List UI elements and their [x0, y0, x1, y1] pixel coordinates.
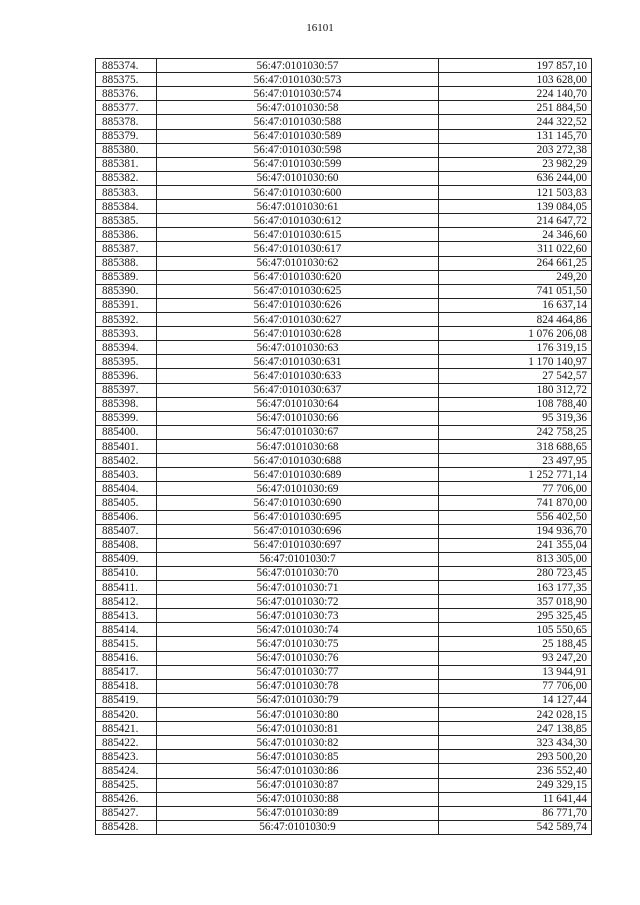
table-row — [96, 792, 592, 806]
table-row — [96, 256, 592, 270]
cadastral-number-cell: 56:47:0101030:615 — [157, 228, 439, 242]
cadastral-number-cell: 56:47:0101030:617 — [157, 242, 439, 256]
cadastral-number-cell: 56:47:0101030:58 — [157, 101, 439, 115]
cadastral-number-cell: 56:47:0101030:78 — [157, 679, 439, 693]
row-number-cell: 885374. — [96, 59, 157, 73]
cadastral-number-cell: 56:47:0101030:89 — [157, 806, 439, 820]
table-row — [96, 820, 592, 834]
row-number-cell: 885384. — [96, 200, 157, 214]
value-cell: 77 706,00 — [439, 482, 592, 496]
cadastral-number-cell: 56:47:0101030:80 — [157, 708, 439, 722]
row-number-cell: 885379. — [96, 129, 157, 143]
table-row — [96, 609, 592, 623]
row-number-cell: 885390. — [96, 284, 157, 298]
row-number-cell: 885414. — [96, 623, 157, 637]
value-cell: 318 688,65 — [439, 439, 592, 453]
value-cell: 293 500,20 — [439, 750, 592, 764]
value-cell: 236 552,40 — [439, 764, 592, 778]
cadastral-number-cell: 56:47:0101030:88 — [157, 792, 439, 806]
value-cell: 214 647,72 — [439, 214, 592, 228]
cadastral-number-cell: 56:47:0101030:598 — [157, 143, 439, 157]
cadastral-number-cell: 56:47:0101030:70 — [157, 566, 439, 580]
value-cell: 824 464,86 — [439, 312, 592, 326]
value-cell: 1 170 140,97 — [439, 355, 592, 369]
value-cell: 280 723,45 — [439, 566, 592, 580]
row-number-cell: 885411. — [96, 581, 157, 595]
value-cell: 86 771,70 — [439, 806, 592, 820]
value-cell: 16 637,14 — [439, 298, 592, 312]
row-number-cell: 885388. — [96, 256, 157, 270]
cadastral-number-cell: 56:47:0101030:689 — [157, 468, 439, 482]
table-row — [96, 369, 592, 383]
table-row — [96, 764, 592, 778]
row-number-cell: 885410. — [96, 566, 157, 580]
value-cell: 105 550,65 — [439, 623, 592, 637]
row-number-cell: 885383. — [96, 185, 157, 199]
cadastral-number-cell: 56:47:0101030:74 — [157, 623, 439, 637]
table-row — [96, 538, 592, 552]
cadastral-number-cell: 56:47:0101030:633 — [157, 369, 439, 383]
row-number-cell: 885428. — [96, 820, 157, 834]
value-cell: 180 312,72 — [439, 383, 592, 397]
row-number-cell: 885396. — [96, 369, 157, 383]
cadastral-number-cell: 56:47:0101030:599 — [157, 157, 439, 171]
value-cell: 741 870,00 — [439, 496, 592, 510]
value-cell: 542 589,74 — [439, 820, 592, 834]
row-number-cell: 885380. — [96, 143, 157, 157]
value-cell: 103 628,00 — [439, 73, 592, 87]
cadastral-number-cell: 56:47:0101030:697 — [157, 538, 439, 552]
row-number-cell: 885404. — [96, 482, 157, 496]
table-row — [96, 214, 592, 228]
cadastral-number-cell: 56:47:0101030:574 — [157, 87, 439, 101]
cadastral-number-cell: 56:47:0101030:64 — [157, 397, 439, 411]
cadastral-number-cell: 56:47:0101030:79 — [157, 693, 439, 707]
value-cell: 131 145,70 — [439, 129, 592, 143]
table-row — [96, 87, 592, 101]
cadastral-number-cell: 56:47:0101030:9 — [157, 820, 439, 834]
value-cell: 813 305,00 — [439, 552, 592, 566]
row-number-cell: 885407. — [96, 524, 157, 538]
value-cell: 295 325,45 — [439, 609, 592, 623]
value-cell: 176 319,15 — [439, 341, 592, 355]
cadastral-number-cell: 56:47:0101030:688 — [157, 454, 439, 468]
table-row — [96, 623, 592, 637]
cadastral-number-cell: 56:47:0101030:696 — [157, 524, 439, 538]
table-row — [96, 468, 592, 482]
page-number: 16101 — [306, 22, 334, 34]
value-cell: 244 322,52 — [439, 115, 592, 129]
row-number-cell: 885382. — [96, 171, 157, 185]
table-row — [96, 693, 592, 707]
cadastral-number-cell: 56:47:0101030:71 — [157, 581, 439, 595]
table-row — [96, 552, 592, 566]
row-number-cell: 885418. — [96, 679, 157, 693]
table-row — [96, 101, 592, 115]
table-row — [96, 355, 592, 369]
value-cell: 242 758,25 — [439, 425, 592, 439]
row-number-cell: 885391. — [96, 298, 157, 312]
table-row — [96, 270, 592, 284]
row-number-cell: 885417. — [96, 665, 157, 679]
table-row — [96, 73, 592, 87]
table-row — [96, 143, 592, 157]
cadastral-number-cell: 56:47:0101030:612 — [157, 214, 439, 228]
table-row — [96, 115, 592, 129]
table-row — [96, 228, 592, 242]
row-number-cell: 885375. — [96, 73, 157, 87]
value-cell: 249,20 — [439, 270, 592, 284]
value-cell: 11 641,44 — [439, 792, 592, 806]
table-row — [96, 679, 592, 693]
row-number-cell: 885422. — [96, 736, 157, 750]
row-number-cell: 885403. — [96, 468, 157, 482]
cadastral-number-cell: 56:47:0101030:81 — [157, 722, 439, 736]
cadastral-number-cell: 56:47:0101030:695 — [157, 510, 439, 524]
cadastral-number-cell: 56:47:0101030:589 — [157, 129, 439, 143]
cadastral-number-cell: 56:47:0101030:573 — [157, 73, 439, 87]
row-number-cell: 885405. — [96, 496, 157, 510]
cadastral-number-cell: 56:47:0101030:61 — [157, 200, 439, 214]
value-cell: 24 346,60 — [439, 228, 592, 242]
row-number-cell: 885416. — [96, 651, 157, 665]
cadastral-number-cell: 56:47:0101030:67 — [157, 425, 439, 439]
value-cell: 139 084,05 — [439, 200, 592, 214]
value-cell: 242 028,15 — [439, 708, 592, 722]
table-row — [96, 439, 592, 453]
value-cell: 13 944,91 — [439, 665, 592, 679]
cadastral-number-cell: 56:47:0101030:626 — [157, 298, 439, 312]
cadastral-number-cell: 56:47:0101030:7 — [157, 552, 439, 566]
value-cell: 247 138,85 — [439, 722, 592, 736]
cadastral-number-cell: 56:47:0101030:85 — [157, 750, 439, 764]
cadastral-number-cell: 56:47:0101030:69 — [157, 482, 439, 496]
table-row — [96, 397, 592, 411]
row-number-cell: 885423. — [96, 750, 157, 764]
row-number-cell: 885408. — [96, 538, 157, 552]
row-number-cell: 885415. — [96, 637, 157, 651]
row-number-cell: 885406. — [96, 510, 157, 524]
cadastral-number-cell: 56:47:0101030:63 — [157, 341, 439, 355]
table-row — [96, 750, 592, 764]
table-row — [96, 524, 592, 538]
row-number-cell: 885400. — [96, 425, 157, 439]
value-cell: 203 272,38 — [439, 143, 592, 157]
cadastral-number-cell: 56:47:0101030:66 — [157, 411, 439, 425]
table-row — [96, 312, 592, 326]
row-number-cell: 885378. — [96, 115, 157, 129]
value-cell: 311 022,60 — [439, 242, 592, 256]
value-cell: 25 188,45 — [439, 637, 592, 651]
value-cell: 194 936,70 — [439, 524, 592, 538]
row-number-cell: 885419. — [96, 693, 157, 707]
row-number-cell: 885401. — [96, 439, 157, 453]
row-number-cell: 885420. — [96, 708, 157, 722]
row-number-cell: 885394. — [96, 341, 157, 355]
row-number-cell: 885425. — [96, 778, 157, 792]
value-cell: 95 319,36 — [439, 411, 592, 425]
table-row — [96, 157, 592, 171]
cadastral-number-cell: 56:47:0101030:82 — [157, 736, 439, 750]
value-cell: 1 076 206,08 — [439, 327, 592, 341]
row-number-cell: 885413. — [96, 609, 157, 623]
row-number-cell: 885424. — [96, 764, 157, 778]
row-number-cell: 885409. — [96, 552, 157, 566]
row-number-cell: 885427. — [96, 806, 157, 820]
row-number-cell: 885399. — [96, 411, 157, 425]
table-row — [96, 59, 592, 73]
table-row — [96, 185, 592, 199]
table-row — [96, 778, 592, 792]
row-number-cell: 885395. — [96, 355, 157, 369]
value-cell: 23 982,29 — [439, 157, 592, 171]
table-row — [96, 341, 592, 355]
table-row — [96, 806, 592, 820]
cadastral-number-cell: 56:47:0101030:620 — [157, 270, 439, 284]
row-number-cell: 885421. — [96, 722, 157, 736]
cadastral-number-cell: 56:47:0101030:77 — [157, 665, 439, 679]
value-cell: 323 434,30 — [439, 736, 592, 750]
table-row — [96, 411, 592, 425]
row-number-cell: 885377. — [96, 101, 157, 115]
table-row — [96, 708, 592, 722]
cadastral-value-table — [95, 58, 592, 835]
value-cell: 556 402,50 — [439, 510, 592, 524]
value-cell: 27 542,57 — [439, 369, 592, 383]
table-row — [96, 200, 592, 214]
table-row — [96, 496, 592, 510]
table-row — [96, 171, 592, 185]
cadastral-number-cell: 56:47:0101030:62 — [157, 256, 439, 270]
cadastral-number-cell: 56:47:0101030:600 — [157, 185, 439, 199]
cadastral-number-cell: 56:47:0101030:625 — [157, 284, 439, 298]
cadastral-number-cell: 56:47:0101030:57 — [157, 59, 439, 73]
table-row — [96, 284, 592, 298]
row-number-cell: 885398. — [96, 397, 157, 411]
row-number-cell: 885426. — [96, 792, 157, 806]
row-number-cell: 885402. — [96, 454, 157, 468]
cadastral-number-cell: 56:47:0101030:628 — [157, 327, 439, 341]
row-number-cell: 885381. — [96, 157, 157, 171]
table-row — [96, 595, 592, 609]
row-number-cell: 885397. — [96, 383, 157, 397]
cadastral-number-cell: 56:47:0101030:68 — [157, 439, 439, 453]
cadastral-number-cell: 56:47:0101030:87 — [157, 778, 439, 792]
cadastral-number-cell: 56:47:0101030:627 — [157, 312, 439, 326]
row-number-cell: 885385. — [96, 214, 157, 228]
cadastral-number-cell: 56:47:0101030:60 — [157, 171, 439, 185]
table-row — [96, 665, 592, 679]
value-cell: 23 497,95 — [439, 454, 592, 468]
cadastral-number-cell: 56:47:0101030:690 — [157, 496, 439, 510]
table-body — [96, 59, 592, 835]
cadastral-number-cell: 56:47:0101030:588 — [157, 115, 439, 129]
value-cell: 1 252 771,14 — [439, 468, 592, 482]
row-number-cell: 885389. — [96, 270, 157, 284]
row-number-cell: 885392. — [96, 312, 157, 326]
cadastral-number-cell: 56:47:0101030:75 — [157, 637, 439, 651]
value-cell: 224 140,70 — [439, 87, 592, 101]
value-cell: 108 788,40 — [439, 397, 592, 411]
value-cell: 264 661,25 — [439, 256, 592, 270]
cadastral-number-cell: 56:47:0101030:637 — [157, 383, 439, 397]
table-row — [96, 383, 592, 397]
table-row — [96, 736, 592, 750]
row-number-cell: 885412. — [96, 595, 157, 609]
value-cell: 163 177,35 — [439, 581, 592, 595]
value-cell: 121 503,83 — [439, 185, 592, 199]
table-row — [96, 454, 592, 468]
value-cell: 197 857,10 — [439, 59, 592, 73]
value-cell: 357 018,90 — [439, 595, 592, 609]
cadastral-number-cell: 56:47:0101030:631 — [157, 355, 439, 369]
table-row — [96, 298, 592, 312]
row-number-cell: 885386. — [96, 228, 157, 242]
table-row — [96, 637, 592, 651]
table-row — [96, 242, 592, 256]
value-cell: 93 247,20 — [439, 651, 592, 665]
table-row — [96, 327, 592, 341]
table-row — [96, 651, 592, 665]
cadastral-number-cell: 56:47:0101030:72 — [157, 595, 439, 609]
value-cell: 249 329,15 — [439, 778, 592, 792]
table-row — [96, 722, 592, 736]
table-row — [96, 482, 592, 496]
table-row — [96, 510, 592, 524]
value-cell: 14 127,44 — [439, 693, 592, 707]
row-number-cell: 885393. — [96, 327, 157, 341]
cadastral-number-cell: 56:47:0101030:73 — [157, 609, 439, 623]
table-row — [96, 129, 592, 143]
value-cell: 241 355,04 — [439, 538, 592, 552]
table-row — [96, 566, 592, 580]
value-cell: 636 244,00 — [439, 171, 592, 185]
value-cell: 251 884,50 — [439, 101, 592, 115]
cadastral-number-cell: 56:47:0101030:76 — [157, 651, 439, 665]
cadastral-number-cell: 56:47:0101030:86 — [157, 764, 439, 778]
value-cell: 77 706,00 — [439, 679, 592, 693]
row-number-cell: 885387. — [96, 242, 157, 256]
table-row — [96, 425, 592, 439]
row-number-cell: 885376. — [96, 87, 157, 101]
table-row — [96, 581, 592, 595]
value-cell: 741 051,50 — [439, 284, 592, 298]
